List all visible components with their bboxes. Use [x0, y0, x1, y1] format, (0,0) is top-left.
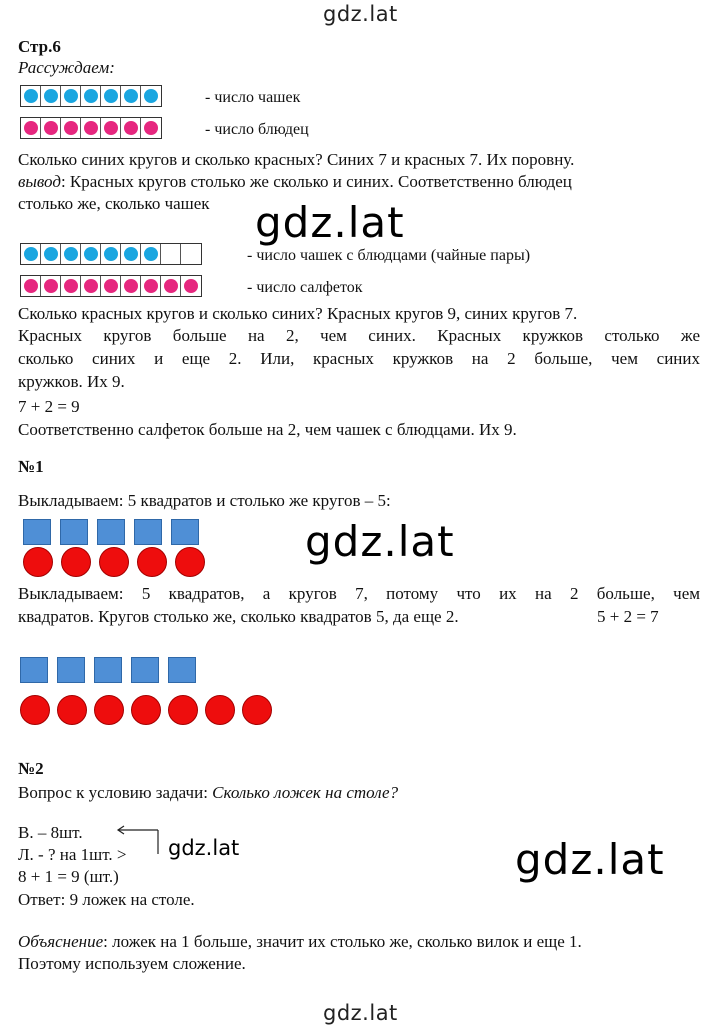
pink-circle-marker — [144, 279, 158, 293]
pink-circle-marker — [24, 279, 38, 293]
pink-circle-marker — [104, 121, 118, 135]
circles-row-2 — [20, 695, 272, 725]
red-circle — [168, 695, 198, 725]
blue-square — [20, 657, 48, 683]
pink-circle-marker — [84, 279, 98, 293]
relation-arrow — [110, 820, 170, 860]
pink-circle-marker — [184, 279, 198, 293]
strip-cell — [161, 276, 181, 296]
red-circle — [61, 547, 91, 577]
explanation-word: Объяснение — [18, 932, 104, 951]
strip-cell — [61, 244, 81, 264]
condition-forks: В. – 8шт. — [18, 823, 83, 842]
strip-cell — [141, 86, 161, 106]
blue-square — [168, 657, 196, 683]
strip-cell — [21, 244, 41, 264]
red-circle — [20, 695, 50, 725]
red-circle — [137, 547, 167, 577]
strip-cell — [81, 118, 101, 138]
blue-square — [97, 519, 125, 545]
strip-cell — [101, 276, 121, 296]
blue-circle-marker — [124, 247, 138, 261]
pink-circle-marker — [124, 121, 138, 135]
blue-circle-marker — [84, 89, 98, 103]
strip-cell — [21, 276, 41, 296]
strip-cell — [61, 86, 81, 106]
saucers-strip — [20, 117, 162, 139]
blue-square — [23, 519, 51, 545]
pink-circle-marker — [84, 121, 98, 135]
red-circle — [99, 547, 129, 577]
strip-cell — [181, 276, 201, 296]
strip-cell — [121, 118, 141, 138]
watermark-large-2: gdz.lat — [305, 517, 455, 566]
blue-circle-marker — [24, 89, 38, 103]
strip-cell — [121, 276, 141, 296]
strip-cell — [61, 118, 81, 138]
strip-cell — [101, 244, 121, 264]
watermark-bottom: gdz.lat — [323, 1001, 398, 1025]
blue-square — [131, 657, 159, 683]
condition-spoons: Л. - ? на 1шт. > — [18, 845, 127, 864]
tea-pairs-strip — [20, 243, 202, 265]
red-circle — [242, 695, 272, 725]
pink-circle-marker — [104, 279, 118, 293]
watermark-top: gdz.lat — [323, 2, 398, 26]
strip-cell — [141, 244, 161, 264]
red-circle — [175, 547, 205, 577]
blue-circle-marker — [84, 247, 98, 261]
explanation-text: : ложек на 1 больше, значит их столько же, сколько вилок и еще 1. — [103, 932, 582, 951]
watermark-small: gdz.lat — [168, 836, 240, 860]
pink-circle-marker — [144, 121, 158, 135]
pink-circle-marker — [44, 121, 58, 135]
circles-row-1 — [23, 547, 205, 577]
blue-circle-marker — [144, 247, 158, 261]
strip-cell — [21, 86, 41, 106]
blue-circle-marker — [64, 247, 78, 261]
cups-strip — [20, 85, 162, 107]
red-circle — [205, 695, 235, 725]
explanation-line-2: Поэтому используем сложение. — [18, 954, 246, 973]
question-1: Сколько синих кругов и сколько красных? Синих 7 и красных 7. Их поровну. — [18, 150, 575, 169]
task-2-heading: №2 — [18, 759, 44, 778]
page-title: Стр.6 — [18, 37, 61, 56]
pink-circle-marker — [64, 279, 78, 293]
strip-cell — [181, 244, 201, 264]
pink-circle-marker — [24, 121, 38, 135]
red-circle — [57, 695, 87, 725]
red-circle — [94, 695, 124, 725]
question-text: Сколько ложек на столе? — [212, 783, 399, 802]
strip-cell — [101, 86, 121, 106]
strip-cell — [61, 276, 81, 296]
strip-cell — [141, 118, 161, 138]
blue-circle-marker — [144, 89, 158, 103]
red-circle — [23, 547, 53, 577]
question-prefix: Вопрос к условию задачи: — [18, 783, 213, 802]
pink-circle-marker — [64, 121, 78, 135]
task-1-line-3: квадратов. Кругов столько же, сколько квадратов 5, да еще 2. — [18, 607, 459, 626]
strip-cell — [141, 276, 161, 296]
pink-circle-marker — [164, 279, 178, 293]
task-1-line-1: Выкладываем: 5 квадратов и столько же кругов – 5: — [18, 491, 391, 510]
conclusion-line-1 — [18, 171, 572, 193]
strip-cell — [21, 118, 41, 138]
blue-square — [60, 519, 88, 545]
explanation-line-1 — [18, 931, 582, 953]
blue-square — [57, 657, 85, 683]
task-1-line-2: Выкладываем: 5 квадратов, а кругов 7, потому что их на 2 больше, чем — [18, 584, 700, 603]
blue-circle-marker — [104, 89, 118, 103]
blue-circle-marker — [44, 247, 58, 261]
strip-cell — [81, 86, 101, 106]
strip-cell — [121, 244, 141, 264]
napkins-label: - число салфеток — [247, 279, 363, 296]
blue-square — [171, 519, 199, 545]
pink-circle-marker — [124, 279, 138, 293]
saucers-label: - число блюдец — [205, 121, 309, 138]
squares-row-1 — [23, 519, 199, 545]
strip-cell — [81, 244, 101, 264]
strip-cell — [41, 276, 61, 296]
task-2-equation: 8 + 1 = 9 (шт.) — [18, 867, 119, 886]
tea-pairs-label: - число чашек с блюдцами (чайные пары) — [247, 247, 531, 264]
paragraph-2-line-4: кружков. Их 9. — [18, 372, 125, 391]
strip-cell — [81, 276, 101, 296]
blue-circle-marker — [24, 247, 38, 261]
napkins-strip — [20, 275, 202, 297]
pink-circle-marker — [44, 279, 58, 293]
equation-1: 7 + 2 = 9 — [18, 397, 80, 416]
paragraph-2-line-3: сколько синих и еще 2. Или, красных кружков на 2 больше, чем синих — [18, 349, 700, 368]
watermark-large-1: gdz.lat — [255, 198, 405, 247]
blue-circle-marker — [124, 89, 138, 103]
cups-label: - число чашек — [205, 89, 301, 106]
paragraph-2-line-2: Красных кругов больше на 2, чем синих. Красных кружков столько же — [18, 326, 700, 345]
blue-square — [94, 657, 122, 683]
strip-cell — [101, 118, 121, 138]
strip-cell — [41, 244, 61, 264]
task-2-answer: Ответ: 9 ложек на столе. — [18, 890, 195, 909]
red-circle — [131, 695, 161, 725]
blue-circle-marker — [44, 89, 58, 103]
conclusion-line-2: столько же, сколько чашек — [18, 194, 210, 213]
strip-cell — [121, 86, 141, 106]
blue-square — [134, 519, 162, 545]
task-2-question — [18, 782, 398, 804]
task-1-heading: №1 — [18, 457, 44, 476]
strip-cell — [41, 118, 61, 138]
watermark-large-3: gdz.lat — [515, 835, 665, 884]
blue-circle-marker — [104, 247, 118, 261]
conclusion-text: : Красных кругов столько же сколько и синих. Соответственно блюдец — [60, 172, 572, 191]
paragraph-2-line-1: Сколько красных кругов и сколько синих? Красных кругов 9, синих кругов 7. — [18, 304, 578, 323]
blue-circle-marker — [64, 89, 78, 103]
squares-row-2 — [20, 657, 196, 683]
paragraph-2-line-5: Соответственно салфеток больше на 2, чем чашек с блюдцами. Их 9. — [18, 420, 517, 439]
conclusion-word: вывод — [18, 172, 61, 191]
page-subtitle: Рассуждаем: — [18, 58, 115, 77]
strip-cell — [161, 244, 181, 264]
strip-cell — [41, 86, 61, 106]
task-1-equation: 5 + 2 = 7 — [597, 607, 659, 626]
